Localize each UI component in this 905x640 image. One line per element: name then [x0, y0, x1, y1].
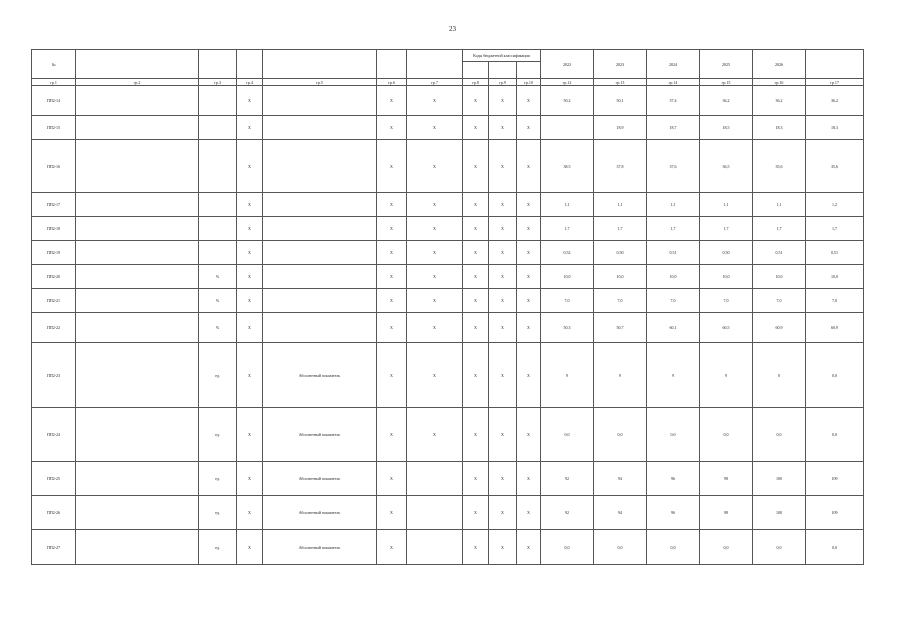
table-cell-v2026: 100: [753, 462, 806, 496]
header-cell: [76, 50, 199, 79]
table-cell-total: 36,2: [806, 86, 864, 116]
header-cell: 2026: [753, 50, 806, 79]
header-row-1: [32, 50, 864, 62]
table-cell-c8: Х: [463, 116, 489, 140]
table-cell-term: Х: [377, 193, 407, 217]
table-cell-v2023: 50,1: [594, 86, 647, 116]
table-cell-name: [76, 343, 199, 408]
table-cell-v2025: 18,5: [700, 116, 753, 140]
table-cell-id: ПП2-23: [32, 343, 76, 408]
table-cell-v2026: 0,51: [753, 241, 806, 265]
table-cell-c8: Х: [463, 265, 489, 289]
table-row: [32, 408, 864, 462]
table-cell-resp: Х: [407, 313, 463, 343]
table-cell-v2025: 1,1: [700, 193, 753, 217]
header-cell: [517, 62, 541, 79]
table-cell-v2023: 0,50: [594, 241, 647, 265]
table-cell-x: Х: [237, 343, 263, 408]
table-cell-v2026: 36,2: [753, 86, 806, 116]
table-cell-id: ПП2-17: [32, 193, 76, 217]
table-cell-resp: Х: [407, 217, 463, 241]
table-cell-x: Х: [237, 265, 263, 289]
table-cell-unit: ед.: [199, 408, 237, 462]
table-cell-v2024: 60,1: [647, 313, 700, 343]
table-cell-c10: Х: [517, 462, 541, 496]
table-cell-v2023: 94: [594, 496, 647, 530]
table-cell-v2025: 60,5: [700, 313, 753, 343]
table-cell-id: ПП2-22: [32, 313, 76, 343]
table-cell-v2023: 18,9: [594, 116, 647, 140]
table-cell-method: Абсолютный показатель: [263, 343, 377, 408]
table-cell-v2024: 0,0: [647, 530, 700, 565]
table-cell-v2022: 1,7: [541, 217, 594, 241]
table-cell-total: 60,9: [806, 313, 864, 343]
table-cell-total: 1,2: [806, 193, 864, 217]
table-cell-unit: [199, 86, 237, 116]
table-cell-term: Х: [377, 530, 407, 565]
table-cell-v2025: 98: [700, 496, 753, 530]
table-row: [32, 86, 864, 116]
table-cell-x: Х: [237, 86, 263, 116]
table-cell-c9: Х: [489, 289, 517, 313]
table-cell-c9: Х: [489, 313, 517, 343]
table-cell-v2026: 60,9: [753, 313, 806, 343]
table-cell-v2024: 0,0: [647, 408, 700, 462]
table-cell-x: Х: [237, 241, 263, 265]
column-number-cell: гр.6: [377, 79, 407, 86]
table-cell-v2025: 0,0: [700, 408, 753, 462]
table-cell-id: ПП2-25: [32, 462, 76, 496]
table-cell-method: Абсолютный показатель: [263, 496, 377, 530]
table-cell-v2024: 7,0: [647, 289, 700, 313]
column-number-cell: гр.14: [647, 79, 700, 86]
table-cell-c10: Х: [517, 313, 541, 343]
table-cell-c8: Х: [463, 313, 489, 343]
table-cell-v2026: 10,0: [753, 265, 806, 289]
table-cell-id: ПП2-14: [32, 86, 76, 116]
table-cell-term: Х: [377, 313, 407, 343]
header-cell: 2025: [700, 50, 753, 79]
table-cell-v2022: 50,2: [541, 86, 594, 116]
table-cell-resp: Х: [407, 408, 463, 462]
table-cell-term: Х: [377, 343, 407, 408]
table-cell-unit: [199, 116, 237, 140]
table-row: [32, 496, 864, 530]
table-cell-v2026: 7,0: [753, 289, 806, 313]
table-cell-v2022: 50,3: [541, 313, 594, 343]
table-cell-unit: %: [199, 265, 237, 289]
column-number-cell: гр.7: [407, 79, 463, 86]
table-cell-id: ПП2-27: [32, 530, 76, 565]
table-cell-c9: Х: [489, 496, 517, 530]
table-cell-term: Х: [377, 140, 407, 193]
table-cell-c10: Х: [517, 343, 541, 408]
table-cell-v2022: 38,5: [541, 140, 594, 193]
table-cell-c9: Х: [489, 241, 517, 265]
header-cell: 2023: [594, 50, 647, 79]
table-cell-v2026: 0,0: [753, 530, 806, 565]
table-cell-method: [263, 289, 377, 313]
table-cell-c10: Х: [517, 289, 541, 313]
table-cell-v2024: 96: [647, 462, 700, 496]
table-cell-resp: Х: [407, 140, 463, 193]
table-cell-x: Х: [237, 530, 263, 565]
table-cell-x: Х: [237, 140, 263, 193]
table-cell-v2026: 100: [753, 496, 806, 530]
table-cell-unit: ед.: [199, 343, 237, 408]
table-cell-id: ПП2-21: [32, 289, 76, 313]
table-cell-v2023: 7,0: [594, 289, 647, 313]
table-cell-term: Х: [377, 265, 407, 289]
table-cell-c8: Х: [463, 408, 489, 462]
indicator-table: [31, 49, 864, 565]
table-cell-total: 0,0: [806, 530, 864, 565]
table-cell-v2023: 37,8: [594, 140, 647, 193]
header-cell: [263, 50, 377, 79]
table-cell-name: [76, 313, 199, 343]
table-cell-v2023: 0,0: [594, 408, 647, 462]
table-cell-x: Х: [237, 408, 263, 462]
table-cell-x: Х: [237, 462, 263, 496]
table-cell-v2026: 18,3: [753, 116, 806, 140]
table-cell-name: [76, 86, 199, 116]
table-cell-term: Х: [377, 496, 407, 530]
table-cell-term: Х: [377, 217, 407, 241]
table-cell-v2025: 10,0: [700, 265, 753, 289]
table-cell-id: ПП2-26: [32, 496, 76, 530]
column-number-cell: гр.10: [517, 79, 541, 86]
table-cell-name: [76, 217, 199, 241]
table-cell-term: Х: [377, 462, 407, 496]
table-cell-c10: Х: [517, 241, 541, 265]
table-row: [32, 116, 864, 140]
table-cell-unit: [199, 217, 237, 241]
table-cell-v2023: 9: [594, 343, 647, 408]
table-row: [32, 530, 864, 565]
table-cell-total: 0,51: [806, 241, 864, 265]
table-cell-c9: Х: [489, 265, 517, 289]
table-cell-unit: [199, 241, 237, 265]
table-cell-name: [76, 241, 199, 265]
table-cell-v2023: 10,0: [594, 265, 647, 289]
table-cell-resp: Х: [407, 86, 463, 116]
table-row: [32, 313, 864, 343]
table-cell-c10: Х: [517, 530, 541, 565]
table-cell-name: [76, 193, 199, 217]
table-cell-c9: Х: [489, 140, 517, 193]
table-cell-method: [263, 193, 377, 217]
column-number-cell: гр.8: [463, 79, 489, 86]
table-cell-c10: Х: [517, 140, 541, 193]
table-cell-name: [76, 530, 199, 565]
table-cell-v2024: 10,0: [647, 265, 700, 289]
header-cell: [237, 50, 263, 79]
table-cell-id: ПП2-19: [32, 241, 76, 265]
header-cell: [407, 50, 463, 79]
table-cell-c8: Х: [463, 86, 489, 116]
table-cell-resp: Х: [407, 265, 463, 289]
table-cell-total: 109: [806, 462, 864, 496]
table-cell-name: [76, 140, 199, 193]
table-row: [32, 462, 864, 496]
table-cell-term: Х: [377, 241, 407, 265]
table-cell-id: ПП2-24: [32, 408, 76, 462]
table-cell-c9: Х: [489, 462, 517, 496]
column-number-row: [32, 79, 864, 86]
table-cell-method: [263, 313, 377, 343]
table-cell-v2022: [541, 116, 594, 140]
table-cell-term: Х: [377, 116, 407, 140]
table-cell-v2024: 18,7: [647, 116, 700, 140]
table-cell-v2025: 9: [700, 343, 753, 408]
table-cell-total: 35,6: [806, 140, 864, 193]
table-cell-c10: Х: [517, 217, 541, 241]
table-row: [32, 265, 864, 289]
table-cell-v2025: 36,2: [700, 86, 753, 116]
table-cell-v2024: 0,51: [647, 241, 700, 265]
table-cell-resp: Х: [407, 289, 463, 313]
table-cell-v2022: 0,0: [541, 408, 594, 462]
table-cell-c10: Х: [517, 193, 541, 217]
column-number-cell: гр.4: [237, 79, 263, 86]
table-cell-c8: Х: [463, 193, 489, 217]
table-cell-total: 109: [806, 496, 864, 530]
table-cell-total: 0,0: [806, 408, 864, 462]
table-cell-unit: ед.: [199, 496, 237, 530]
table-cell-name: [76, 462, 199, 496]
table-cell-v2025: 36,5: [700, 140, 753, 193]
header-cell: [199, 50, 237, 79]
column-number-cell: гр.17: [806, 79, 864, 86]
table-row: [32, 217, 864, 241]
table-cell-v2026: 1,1: [753, 193, 806, 217]
column-number-cell: гр.5: [263, 79, 377, 86]
table-cell-term: Х: [377, 86, 407, 116]
table-cell-id: ПП2-18: [32, 217, 76, 241]
table-cell-v2024: 37,6: [647, 140, 700, 193]
table-cell-name: [76, 116, 199, 140]
column-number-cell: гр.16: [753, 79, 806, 86]
table-cell-unit: %: [199, 313, 237, 343]
table-cell-c10: Х: [517, 86, 541, 116]
table-cell-x: Х: [237, 193, 263, 217]
table-cell-resp: Х: [407, 343, 463, 408]
table-cell-v2022: 92: [541, 496, 594, 530]
table-cell-c9: Х: [489, 217, 517, 241]
table-cell-x: Х: [237, 313, 263, 343]
table-cell-c8: Х: [463, 530, 489, 565]
table-cell-method: Абсолютный показатель: [263, 530, 377, 565]
table-cell-c8: Х: [463, 343, 489, 408]
table-cell-c9: Х: [489, 116, 517, 140]
table-cell-resp: [407, 530, 463, 565]
table-cell-c10: Х: [517, 496, 541, 530]
table-cell-v2023: 1,7: [594, 217, 647, 241]
table-cell-method: [263, 140, 377, 193]
table-cell-method: [263, 241, 377, 265]
column-number-cell: гр.13: [594, 79, 647, 86]
table-cell-v2022: 0,52: [541, 241, 594, 265]
table-cell-unit: ед.: [199, 462, 237, 496]
table-cell-v2026: 35,6: [753, 140, 806, 193]
table-cell-c9: Х: [489, 408, 517, 462]
table-cell-v2025: 0,50: [700, 241, 753, 265]
table-cell-v2026: 0: [753, 343, 806, 408]
table-cell-c8: Х: [463, 289, 489, 313]
table-row: [32, 241, 864, 265]
page-number: 23: [449, 25, 456, 33]
table-row: [32, 193, 864, 217]
table-cell-v2022: 1,1: [541, 193, 594, 217]
table-cell-method: [263, 265, 377, 289]
table-cell-c8: Х: [463, 140, 489, 193]
table-cell-c8: Х: [463, 462, 489, 496]
table-cell-x: Х: [237, 116, 263, 140]
header-cell: 2022: [541, 50, 594, 79]
table-cell-c8: Х: [463, 241, 489, 265]
table-row: [32, 289, 864, 313]
table-cell-v2026: 1,7: [753, 217, 806, 241]
budget-group-header: Коды бюджетной классификации: [463, 50, 541, 62]
table-row: [32, 343, 864, 408]
table-cell-v2025: 0,0: [700, 530, 753, 565]
table-cell-c9: Х: [489, 343, 517, 408]
table-cell-v2022: 92: [541, 462, 594, 496]
table-cell-c8: Х: [463, 217, 489, 241]
table-cell-name: [76, 265, 199, 289]
header-cell: [806, 50, 864, 79]
header-cell: [489, 62, 517, 79]
column-number-cell: гр.9: [489, 79, 517, 86]
table-cell-v2023: 50,7: [594, 313, 647, 343]
table-cell-v2025: 1,7: [700, 217, 753, 241]
table-row: [32, 140, 864, 193]
header-cell: №: [32, 50, 76, 79]
table-cell-resp: Х: [407, 241, 463, 265]
table-cell-v2024: 1,7: [647, 217, 700, 241]
header-cell: [377, 50, 407, 79]
table-cell-total: 0,0: [806, 343, 864, 408]
table-cell-c9: Х: [489, 86, 517, 116]
table-cell-x: Х: [237, 496, 263, 530]
table-cell-resp: Х: [407, 193, 463, 217]
table-cell-v2023: 1,1: [594, 193, 647, 217]
column-number-cell: гр.3: [199, 79, 237, 86]
table-cell-total: 7,0: [806, 289, 864, 313]
table-cell-c10: Х: [517, 265, 541, 289]
table-cell-c10: Х: [517, 408, 541, 462]
table-cell-v2025: 7,0: [700, 289, 753, 313]
table-cell-method: [263, 116, 377, 140]
table-cell-v2026: 0,0: [753, 408, 806, 462]
table-cell-id: ПП2-15: [32, 116, 76, 140]
table-cell-v2023: 0,0: [594, 530, 647, 565]
table-cell-unit: [199, 193, 237, 217]
column-number-cell: гр.15: [700, 79, 753, 86]
table-cell-v2024: 37,4: [647, 86, 700, 116]
table-cell-name: [76, 289, 199, 313]
table-cell-v2024: 96: [647, 496, 700, 530]
column-number-cell: гр.2: [76, 79, 199, 86]
table-cell-term: Х: [377, 408, 407, 462]
table-cell-name: [76, 408, 199, 462]
table-cell-v2024: 1,1: [647, 193, 700, 217]
table-cell-unit: %: [199, 289, 237, 313]
column-number-cell: гр.12: [541, 79, 594, 86]
table-cell-method: Абсолютный показатель: [263, 408, 377, 462]
table-cell-c9: Х: [489, 530, 517, 565]
column-number-cell: гр.1: [32, 79, 76, 86]
table-cell-x: Х: [237, 289, 263, 313]
table-cell-v2022: 0,0: [541, 530, 594, 565]
table-cell-method: [263, 86, 377, 116]
table-cell-id: ПП2-20: [32, 265, 76, 289]
header-cell: 2024: [647, 50, 700, 79]
table-cell-method: Абсолютный показатель: [263, 462, 377, 496]
table-cell-resp: [407, 496, 463, 530]
table-cell-name: [76, 496, 199, 530]
table-cell-unit: [199, 140, 237, 193]
table-cell-v2023: 94: [594, 462, 647, 496]
table-cell-unit: ед.: [199, 530, 237, 565]
header-cell: [463, 62, 489, 79]
table-cell-term: Х: [377, 289, 407, 313]
table-cell-v2022: 9: [541, 343, 594, 408]
table-cell-v2024: 9: [647, 343, 700, 408]
table-cell-x: Х: [237, 217, 263, 241]
table-cell-total: 10,0: [806, 265, 864, 289]
table-cell-method: [263, 217, 377, 241]
table-cell-v2022: 10,0: [541, 265, 594, 289]
table-cell-resp: [407, 462, 463, 496]
table-cell-v2025: 98: [700, 462, 753, 496]
table-cell-total: 1,7: [806, 217, 864, 241]
table-cell-resp: Х: [407, 116, 463, 140]
table-cell-id: ПП2-16: [32, 140, 76, 193]
table-cell-total: 18,3: [806, 116, 864, 140]
table-cell-c10: Х: [517, 116, 541, 140]
table-cell-c9: Х: [489, 193, 517, 217]
table-cell-v2022: 7,0: [541, 289, 594, 313]
table-cell-c8: Х: [463, 496, 489, 530]
